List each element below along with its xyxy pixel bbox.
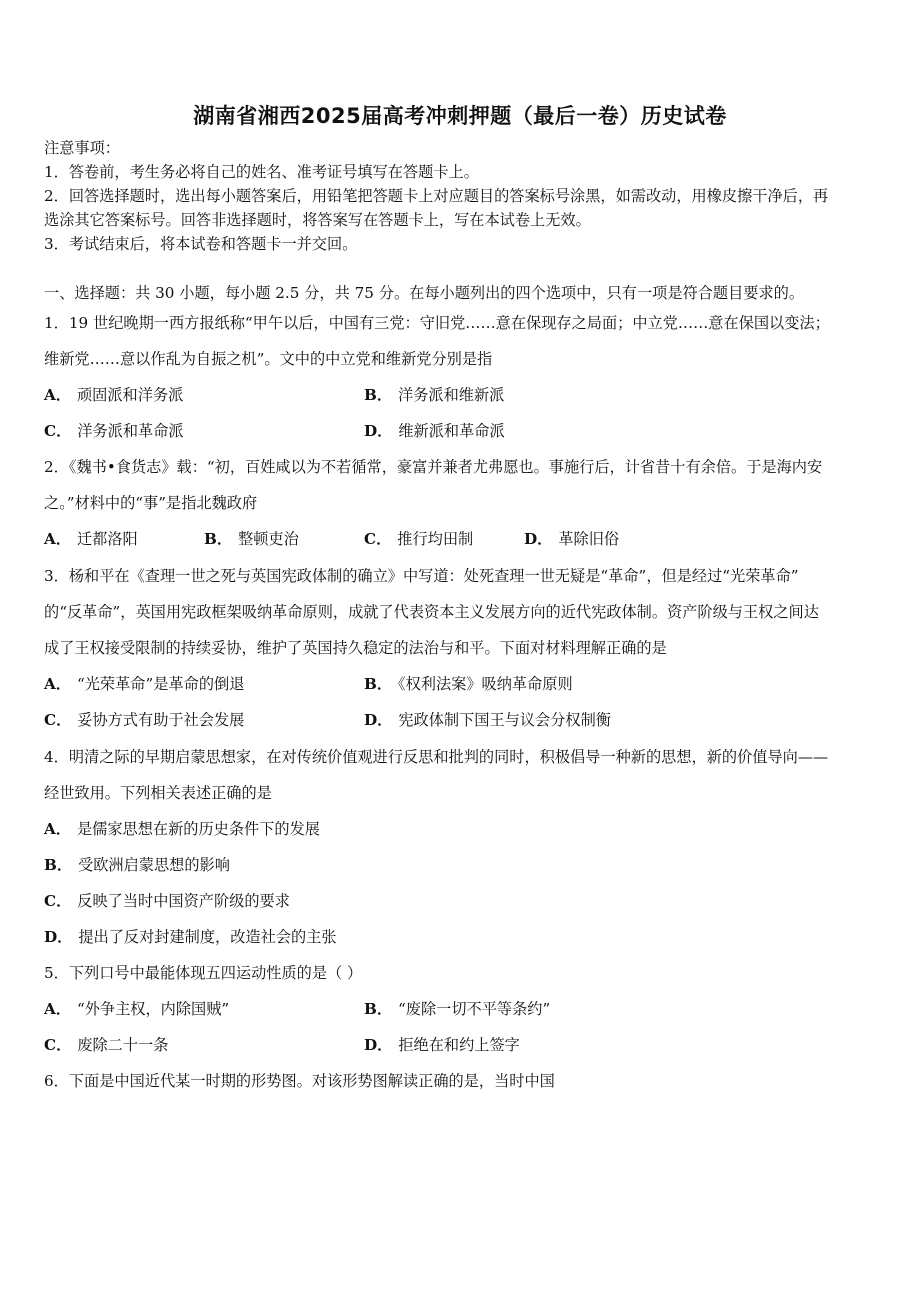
q2-option-c: C． 推行均田制 bbox=[364, 530, 474, 548]
q5-option-c: C． 废除二十一条 bbox=[44, 1036, 169, 1054]
question-1-stem: 1．19 世纪晚期一西方报纸称“甲午以后，中国有三党：守旧党……意在保现存之局面；中立党……意在保国以变法； bbox=[44, 314, 830, 332]
notice-item: 1．答卷前，考生务必将自己的姓名、准考证号填写在答题卡上。 bbox=[44, 163, 479, 181]
q3-option-b: B． 《权利法案》吸纳革命原则 bbox=[364, 675, 573, 693]
notice-item: 选涂其它答案标号。回答非选择题时，将答案写在答题卡上，写在本试卷上无效。 bbox=[44, 211, 591, 229]
q4-option-d: D． 提出了反对封建制度，改造社会的主张 bbox=[44, 928, 337, 946]
q5-option-d: D． 拒绝在和约上签字 bbox=[364, 1036, 520, 1054]
q2-option-d: D． 革除旧俗 bbox=[524, 530, 620, 548]
q5-option-b: B． “废除一切不平等条约” bbox=[364, 1000, 551, 1018]
q5-option-a: A． “外争主权，内除国贼” bbox=[44, 1000, 230, 1018]
question-5-stem: 5．下列口号中最能体现五四运动性质的是（ ） bbox=[44, 964, 363, 982]
notice-item: 3．考试结束后，将本试卷和答题卡一并交回。 bbox=[44, 235, 358, 253]
q2-option-a: A． 迁都洛阳 bbox=[44, 530, 138, 548]
q4-option-b: B． 受欧洲启蒙思想的影响 bbox=[44, 856, 230, 874]
q1-option-b: B． 洋务派和维新派 bbox=[364, 386, 505, 404]
notice-heading: 注意事项： bbox=[44, 139, 120, 157]
q1-option-c: C． 洋务派和革命派 bbox=[44, 422, 184, 440]
section-heading: 一、选择题：共 30 小题，每小题 2.5 分，共 75 分。在每小题列出的四个选项中，只有一项是符合题目要求的。 bbox=[44, 284, 805, 302]
exam-title: 湖南省湘西2025届高考冲刺押题（最后一卷）历史试卷 bbox=[193, 104, 727, 128]
question-6-stem: 6．下面是中国近代某一时期的形势图。对该形势图解读正确的是，当时中国 bbox=[44, 1072, 555, 1090]
q2-option-b: B． 整顿吏治 bbox=[204, 530, 299, 548]
question-1-stem: 维新党……意以作乱为自振之机”。文中的中立党和维新党分别是指 bbox=[44, 350, 493, 368]
q3-option-d: D． 宪政体制下国王与议会分权制衡 bbox=[364, 711, 611, 729]
q3-option-c: C． 妥协方式有助于社会发展 bbox=[44, 711, 245, 729]
question-4-stem: 4．明清之际的早期启蒙思想家，在对传统价值观进行反思和批判的同时，积极倡导一种新的思想，新的价值导向—— bbox=[44, 748, 829, 766]
q1-option-d: D． 维新派和革命派 bbox=[364, 422, 505, 440]
q4-option-a: A． 是儒家思想在新的历史条件下的发展 bbox=[44, 820, 320, 838]
question-2-stem: 之。”材料中的“事”是指北魏政府 bbox=[44, 494, 258, 512]
question-3-stem: 3．杨和平在《查理一世之死与英国宪政体制的确立》中写道：处死查理一世无疑是“革命”，但是经过“光荣革命” bbox=[44, 567, 799, 585]
q1-option-a: A． 顽固派和洋务派 bbox=[44, 386, 184, 404]
question-4-stem: 经世致用。下列相关表述正确的是 bbox=[44, 784, 272, 802]
question-2-stem: 2．《魏书•食货志》载：“初，百姓咸以为不若循常，豪富并兼者尤弗愿也。事施行后，计省昔十有余倍。于是海内安 bbox=[44, 458, 823, 476]
question-3-stem: 的“反革命”，英国用宪政框架吸纳革命原则，成就了代表资本主义发展方向的近代宪政体制。资产阶级与王权之间达 bbox=[44, 603, 819, 621]
question-3-stem: 成了王权接受限制的持续妥协，维护了英国持久稳定的法治与和平。下面对材料理解正确的是 bbox=[44, 639, 667, 657]
notice-item: 2．回答选择题时，选出每小题答案后，用铅笔把答题卡上对应题目的答案标号涂黑，如需改动，用橡皮擦干净后，再 bbox=[44, 187, 829, 205]
q4-option-c: C． 反映了当时中国资产阶级的要求 bbox=[44, 892, 290, 910]
q3-option-a: A． “光荣革命”是革命的倒退 bbox=[44, 675, 245, 693]
